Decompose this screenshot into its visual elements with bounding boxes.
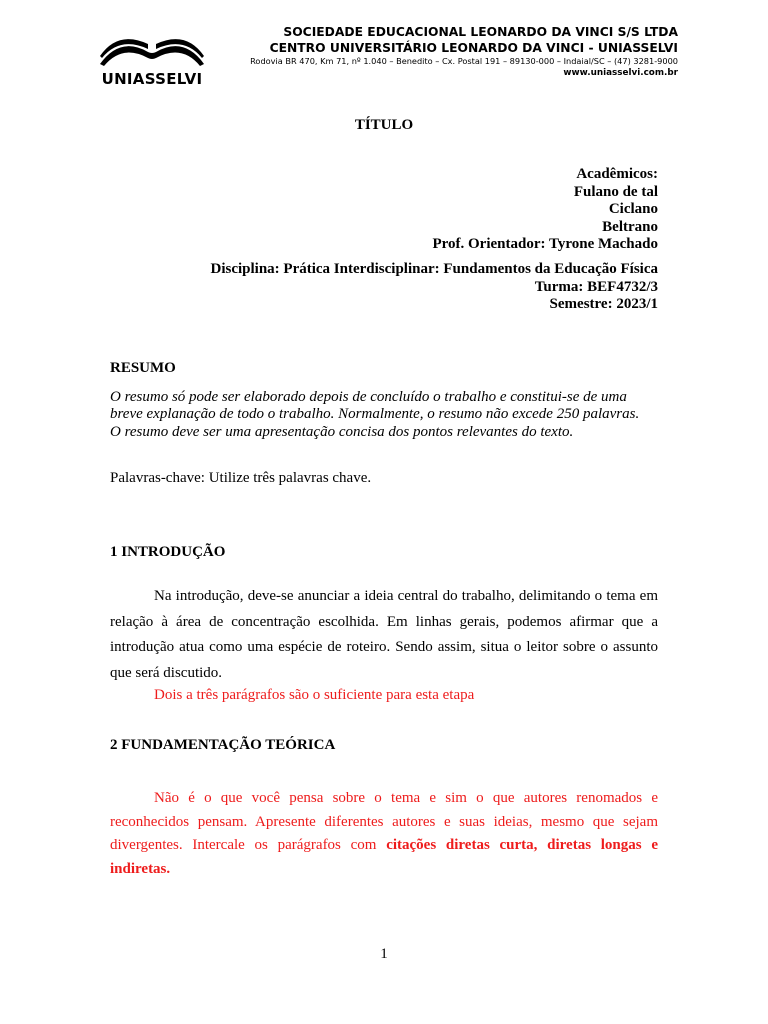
institution-website: www.uniasselvi.com.br bbox=[563, 68, 678, 78]
discipline: Disciplina: Prática Interdisciplinar: Fundamentos da Educação Física bbox=[210, 261, 658, 277]
page-number: 1 bbox=[380, 946, 388, 962]
course-block bbox=[210, 261, 658, 314]
author-name: Ciclano bbox=[608, 201, 658, 218]
author-name: Fulano de tal bbox=[573, 183, 658, 200]
keywords: Palavras-chave: Utilize três palavras chave. bbox=[110, 470, 372, 486]
resumo-line: O resumo deve ser uma apresentação concisa dos pontos relevantes do texto. bbox=[110, 423, 574, 440]
advisor: Prof. Orientador: Tyrone Machado bbox=[432, 236, 658, 253]
authors-heading: Acadêmicos: bbox=[576, 166, 658, 182]
resumo-line: O resumo só pode ser elaborado depois de concluído o trabalho e constitui-se de uma bbox=[110, 389, 627, 405]
fundamentacao-text: Não é o que você pensa sobre o tema e sim o que autores renomados e reconhecidos pensam. Apresente diferentes autores e suas ideias, mesmo que sejam divergentes. Intercale os parágrafos com bbox=[110, 790, 658, 854]
intro-paragraph: Na introdução, deve-se anunciar a ideia central do trabalho, delimitando o tema em relação à área de concentração escolhida. Em linhas gerais, podemos afirmar que a introdução atua como uma espécie de roteiro. Sendo assim, situa o leitor sobre o assunto que será discutido. bbox=[110, 588, 658, 681]
resumo-heading: RESUMO bbox=[110, 360, 176, 376]
institution-name: SOCIEDADE EDUCACIONAL LEONARDO DA VINCI S/S LTDA bbox=[283, 25, 678, 39]
resumo-text bbox=[110, 389, 639, 441]
author-name: Beltrano bbox=[602, 218, 658, 235]
intro-note: Dois a três parágrafos são o suficiente para esta etapa bbox=[154, 687, 475, 703]
semester: Semestre: 2023/1 bbox=[549, 296, 658, 313]
intro-heading: 1 INTRODUÇÃO bbox=[110, 544, 226, 560]
institution-address: Rodovia BR 470, Km 71, nº 1.040 – Benedito – Cx. Postal 191 – 89130-000 – Indaial/SC – (47) 3281-9000 bbox=[250, 56, 678, 66]
logo-text: UNIASSELVI bbox=[101, 70, 203, 88]
logo-wings-icon bbox=[96, 30, 208, 70]
class-code: Turma: BEF4732/3 bbox=[534, 278, 658, 295]
authors-block bbox=[432, 166, 658, 254]
fundamentacao-bold-text: citações diretas curta, diretas longas e indiretas. bbox=[110, 837, 658, 877]
uniasselvi-logo bbox=[96, 30, 208, 90]
fundamentacao-heading: 2 FUNDAMENTAÇÃO TEÓRICA bbox=[110, 737, 336, 753]
fundamentacao-paragraph bbox=[110, 787, 658, 881]
document-title: TÍTULO bbox=[354, 117, 414, 133]
resumo-line: breve explanação de todo o trabalho. Normalmente, o resumo não excede 250 palavras. bbox=[110, 406, 640, 423]
university-name: CENTRO UNIVERSITÁRIO LEONARDO DA VINCI - UNIASSELVI bbox=[269, 41, 678, 55]
institution-header bbox=[250, 24, 678, 80]
